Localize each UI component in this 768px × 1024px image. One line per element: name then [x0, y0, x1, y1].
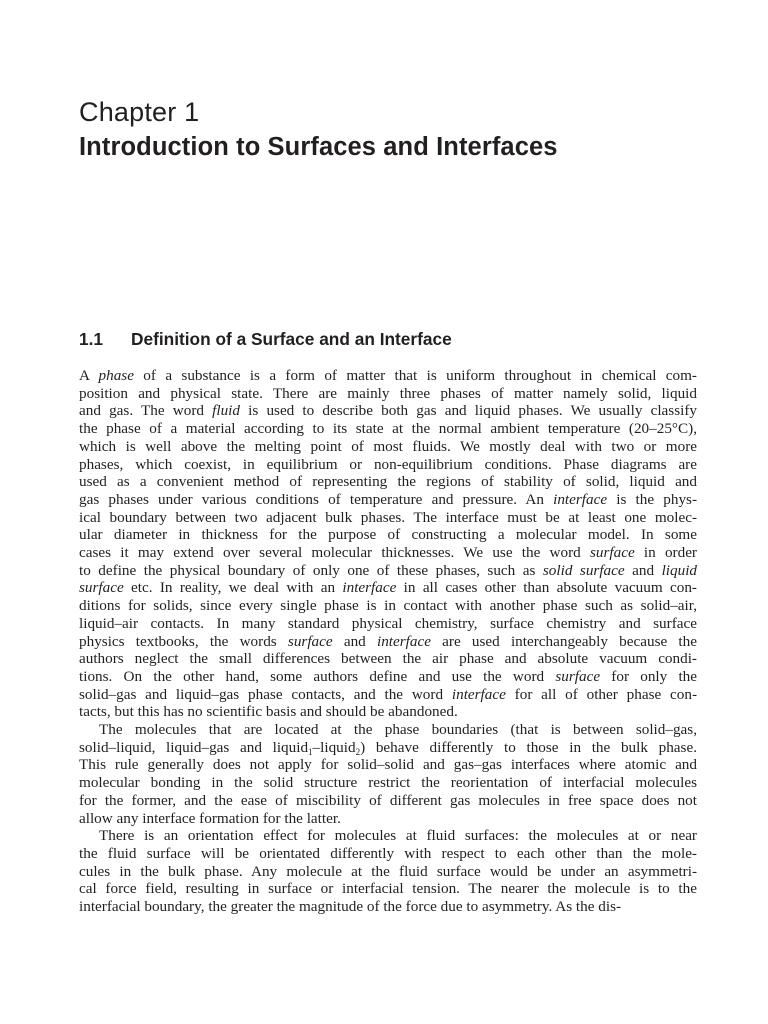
paragraph	[79, 367, 697, 721]
text-line	[79, 385, 697, 403]
text-line	[79, 579, 697, 597]
text-run: are used interchangeably because the	[430, 632, 697, 650]
text-line	[79, 739, 697, 757]
text-run: cal force field, resulting in surface or interfacial tension. The nearer the molecule is to the	[79, 880, 697, 898]
text-run: for only the	[600, 667, 698, 685]
italic-term: phase	[98, 367, 134, 384]
text-line	[79, 562, 697, 580]
text-line	[79, 544, 697, 562]
body-text	[79, 367, 697, 916]
italic-term: interface	[376, 632, 431, 650]
paragraph	[79, 827, 697, 916]
text-run: –liquid	[312, 738, 356, 756]
text-run: which is well above the melting point of most fluids. We mostly deal with two or more	[79, 437, 697, 455]
text-line	[79, 703, 697, 721]
text-run: interfacial boundary, the greater the magnitude of the force due to asymmetry. As the dis-	[79, 898, 622, 916]
text-line	[79, 597, 697, 615]
text-run: ical boundary between two adjacent bulk phases. The interface must be at least one molec-	[79, 508, 697, 526]
text-line	[79, 845, 697, 863]
italic-term: surface	[287, 632, 333, 650]
text-line	[79, 880, 697, 898]
text-line	[79, 526, 697, 544]
text-run: authors neglect the small differences between the air phase and absolute vacuum condi-	[79, 650, 697, 668]
text-line	[79, 792, 697, 810]
text-line	[79, 509, 697, 527]
italic-term: interface	[451, 685, 506, 703]
text-line	[79, 827, 697, 845]
chapter-label: Chapter 1	[79, 97, 200, 127]
italic-term: solid surface	[542, 561, 625, 579]
text-run: the phase of a material according to its state at the normal ambient temperature (20–25°C),	[79, 420, 697, 438]
text-run: for all of other phase con-	[505, 685, 698, 703]
text-run: position and physical state. There are mainly three phases of matter namely solid, liquid	[79, 384, 697, 402]
text-line	[79, 898, 697, 916]
text-line	[79, 756, 697, 774]
text-line	[79, 367, 697, 385]
text-run: molecular bonding in the solid structure restrict the reorientation of interfacial molecules	[79, 774, 697, 792]
section-number: 1.1	[79, 329, 104, 349]
text-run: to define the physical boundary of only one of these phases, such as	[79, 561, 543, 579]
text-run: gas phases under various conditions of temperature and pressure. An	[79, 490, 554, 508]
subscript: 2	[355, 746, 361, 757]
text-run: for the former, and the ease of miscibility of different gas molecules in free space does not	[79, 791, 697, 809]
italic-term: liquid	[661, 561, 698, 579]
text-run: solid–gas and liquid–gas phase contacts, and the word	[79, 685, 452, 703]
text-run: physics textbooks, the words	[79, 632, 288, 650]
text-line	[79, 633, 697, 651]
italic-term: interface	[342, 579, 397, 597]
text-line	[79, 456, 697, 474]
text-run: allow any interface formation for the latter.	[79, 809, 341, 827]
text-line	[79, 491, 697, 509]
text-run: This rule generally does not apply for solid–solid and gas–gas interfaces where atomic and	[79, 756, 697, 774]
text-run: cules in the bulk phase. Any molecule at the fluid surface would be under an asymmetri-	[79, 862, 697, 880]
chapter-title: Introduction to Surfaces and Interfaces	[79, 133, 558, 161]
text-line	[79, 615, 697, 633]
text-line	[79, 686, 697, 704]
text-run: The molecules that are located at the phase boundaries (that is between solid–gas,	[99, 721, 697, 739]
italic-term: interface	[553, 490, 608, 508]
text-run: is the phys-	[607, 490, 697, 508]
text-run: and	[624, 561, 662, 579]
section-title: Definition of a Surface and an Interface	[131, 329, 452, 349]
text-run: tacts, but this has no scientific basis and should be abandoned.	[79, 703, 458, 721]
text-line	[79, 402, 697, 420]
text-run: A	[79, 367, 99, 384]
section-heading	[79, 329, 452, 350]
text-line	[79, 650, 697, 668]
text-line	[79, 438, 697, 456]
text-run: and	[332, 632, 377, 650]
italic-term: surface	[79, 579, 124, 597]
text-run: the fluid surface will be orientated differently with respect to each other than the mole-	[79, 844, 697, 862]
text-run: liquid–air contacts. In many standard physical chemistry, surface chemistry and surface	[79, 614, 697, 632]
text-run: used as a convenient method of representing the regions of stability of solid, liquid and	[79, 473, 697, 491]
text-run: in order	[634, 544, 697, 562]
text-line	[79, 721, 697, 739]
italic-term: surface	[555, 667, 601, 685]
subscript: 1	[308, 746, 313, 757]
text-run: solid–liquid, liquid–gas and liquid	[79, 738, 309, 756]
text-line	[79, 668, 697, 686]
text-line	[79, 473, 697, 491]
text-run: phases, which coexist, in equilibrium or non-equilibrium conditions. Phase diagrams are	[79, 455, 697, 473]
text-run: etc. In reality, we deal with an	[123, 579, 343, 597]
text-run: is used to describe both gas and liquid phases. We usually classify	[240, 402, 697, 420]
text-run: and gas. The word	[79, 402, 213, 420]
text-run: ular diameter in thickness for the purpose of constructing a molecular model. In some	[79, 526, 697, 544]
text-run: ditions for solids, since every single phase is in contact with another phase such as solid–air,	[79, 597, 697, 615]
text-line	[79, 420, 697, 438]
text-run: cases it may extend over several molecular thicknesses. We use the word	[79, 544, 590, 562]
text-run: in all cases other than absolute vacuum con-	[396, 579, 697, 597]
text-line	[79, 810, 697, 828]
italic-term: fluid	[212, 402, 240, 420]
italic-term: surface	[589, 544, 635, 562]
text-run: of a substance is a form of matter that is uniform throughout in chemical com-	[133, 367, 697, 384]
text-run: There is an orientation effect for molecules at fluid surfaces: the molecules at or near	[99, 827, 697, 845]
text-run: ) behave differently to those in the bulk phase.	[360, 738, 698, 756]
paragraph	[79, 721, 697, 827]
text-line	[79, 863, 697, 881]
text-run: tions. On the other hand, some authors define and use the word	[79, 667, 556, 685]
text-line	[79, 774, 697, 792]
